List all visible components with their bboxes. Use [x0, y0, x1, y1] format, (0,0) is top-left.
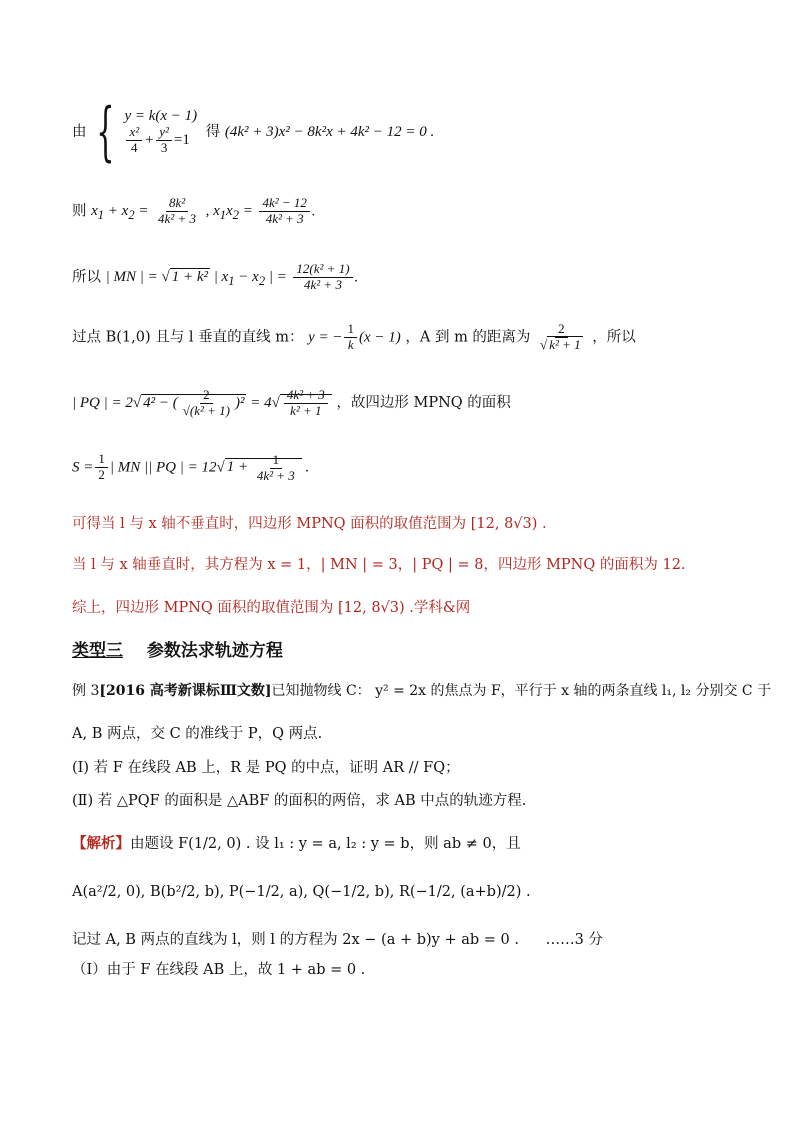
solution-line1: [72, 832, 521, 853]
eq-line: y = k(x − 1): [124, 108, 198, 125]
eq-ellipse: $\frac{\text{x²}}{4}$ + $\frac{\text{y²}}{3}$ =1: [124, 125, 197, 156]
conclusion-3: 综上，四边形 MPNQ 面积的取值范围为 [12, 8√3) .学科&网: [72, 600, 471, 616]
example-line1: [72, 680, 771, 700]
solution-part1: （Ⅰ）由于 F 在线段 AB 上，故 1 + ab = 0 .: [72, 962, 366, 978]
section-heading: [72, 636, 283, 661]
text-distance: ，A 到 m 的距离为: [405, 329, 531, 346]
text-you: 由: [72, 124, 87, 140]
conclusion-1: 可得当 l 与 x 轴不垂直时，四边形 MPNQ 面积的取值范围为 [12, 8√3) .: [72, 516, 547, 532]
equation-system: [124, 108, 197, 156]
example-line2: A, B 两点，交 C 的准线于 P，Q 两点.: [72, 726, 323, 742]
vieta-line: 则 $x_1 + x_2$ = $\frac{\text{8k²}}{\text{4k² + 3}}$ , $x_1x_2$ = $\frac{\text{4k² − 12}}{\text{4k² + 3}}$ .: [72, 195, 316, 226]
text-de: 得: [205, 124, 221, 140]
text-guodian: 过点 B(1,0) 且与 l 垂直的直线 m：: [72, 329, 304, 346]
solution-s3: 记过 A, B 两点的直线为 l，则 l 的方程为 2x − (a + b)y + ab = 0 .: [72, 932, 519, 948]
text-suoyi: 所以: [72, 269, 101, 286]
solution-line-l: [72, 928, 603, 949]
line-m: 过点 B(1,0) 且与 l 垂直的直线 m： y = − $\frac{1}{k}$ (x − 1) ，A 到 m 的距离为 $\frac{2}{\text{√ k² + 1}}$ ，所以: [72, 321, 636, 352]
example-text1: 已知抛物线 C： y² = 2x 的焦点为 F，平行于 x 轴的两条直线 l₁, l₂ 分别交 C 于: [271, 683, 772, 699]
area-formula: S = $\frac{1}{2}$ | MN || PQ | = 12√ 1 + $\frac{1}{\text{4k² + 3}}$ .: [72, 451, 310, 483]
solution-s1: 由题设 F(1/2, 0) . 设 l₁ : y = a, l₂ : y = b，则 ab ≠ 0，且: [130, 836, 521, 852]
text-ze: 则: [72, 203, 87, 220]
score-mark: ……3 分: [545, 932, 603, 948]
system-line: [72, 95, 435, 169]
heading-type: 类型三: [72, 641, 123, 661]
example-label: 例 3: [72, 683, 100, 699]
example-source: [2016 高考新课标Ⅲ文数]: [99, 683, 272, 699]
conclusion-2: 当 l 与 x 轴垂直时，其方程为 x = 1，| MN | = 3，| PQ | = 8，四边形 MPNQ 的面积为 12.: [72, 557, 686, 573]
question-1: (Ⅰ) 若 F 在线段 AB 上，R 是 PQ 的中点，证明 AR // FQ；: [72, 760, 460, 776]
text-suoyi2: ，所以: [592, 329, 636, 346]
question-2: (Ⅱ) 若 △PQF 的面积是 △ABF 的面积的两倍，求 AB 中点的轨迹方程.: [72, 793, 527, 809]
solution-points: A(a²/2, 0), B(b²/2, b), P(−1/2, a), Q(−1/2, b), R(−1/2, (a+b)/2) .: [72, 884, 531, 900]
text-area: ，故四边形 MPNQ 的面积: [336, 394, 511, 411]
mn-line: 所以 | MN | = √ 1 + k² | $x_1 - x_2$ | = $\frac{\text{12(k² + 1)}}{\text{4k² + 3}}$ .: [72, 261, 359, 292]
pq-line: | PQ | = 2√ 4² − ( $\frac{2}{\text{√(k² + 1)}}$ )² = 4√ $\frac{\text{4k² + 3}}{\text{k² + 1}}$ ，故四边形 MPNQ 的面积: [72, 387, 511, 418]
solution-tag: 【解析】: [72, 835, 130, 852]
left-brace: {: [96, 95, 115, 169]
quadratic-eq: (4k² + 3)x² − 8k²x + 4k² − 12 = 0 .: [224, 124, 435, 140]
heading-title: 参数法求轨迹方程: [146, 641, 283, 661]
